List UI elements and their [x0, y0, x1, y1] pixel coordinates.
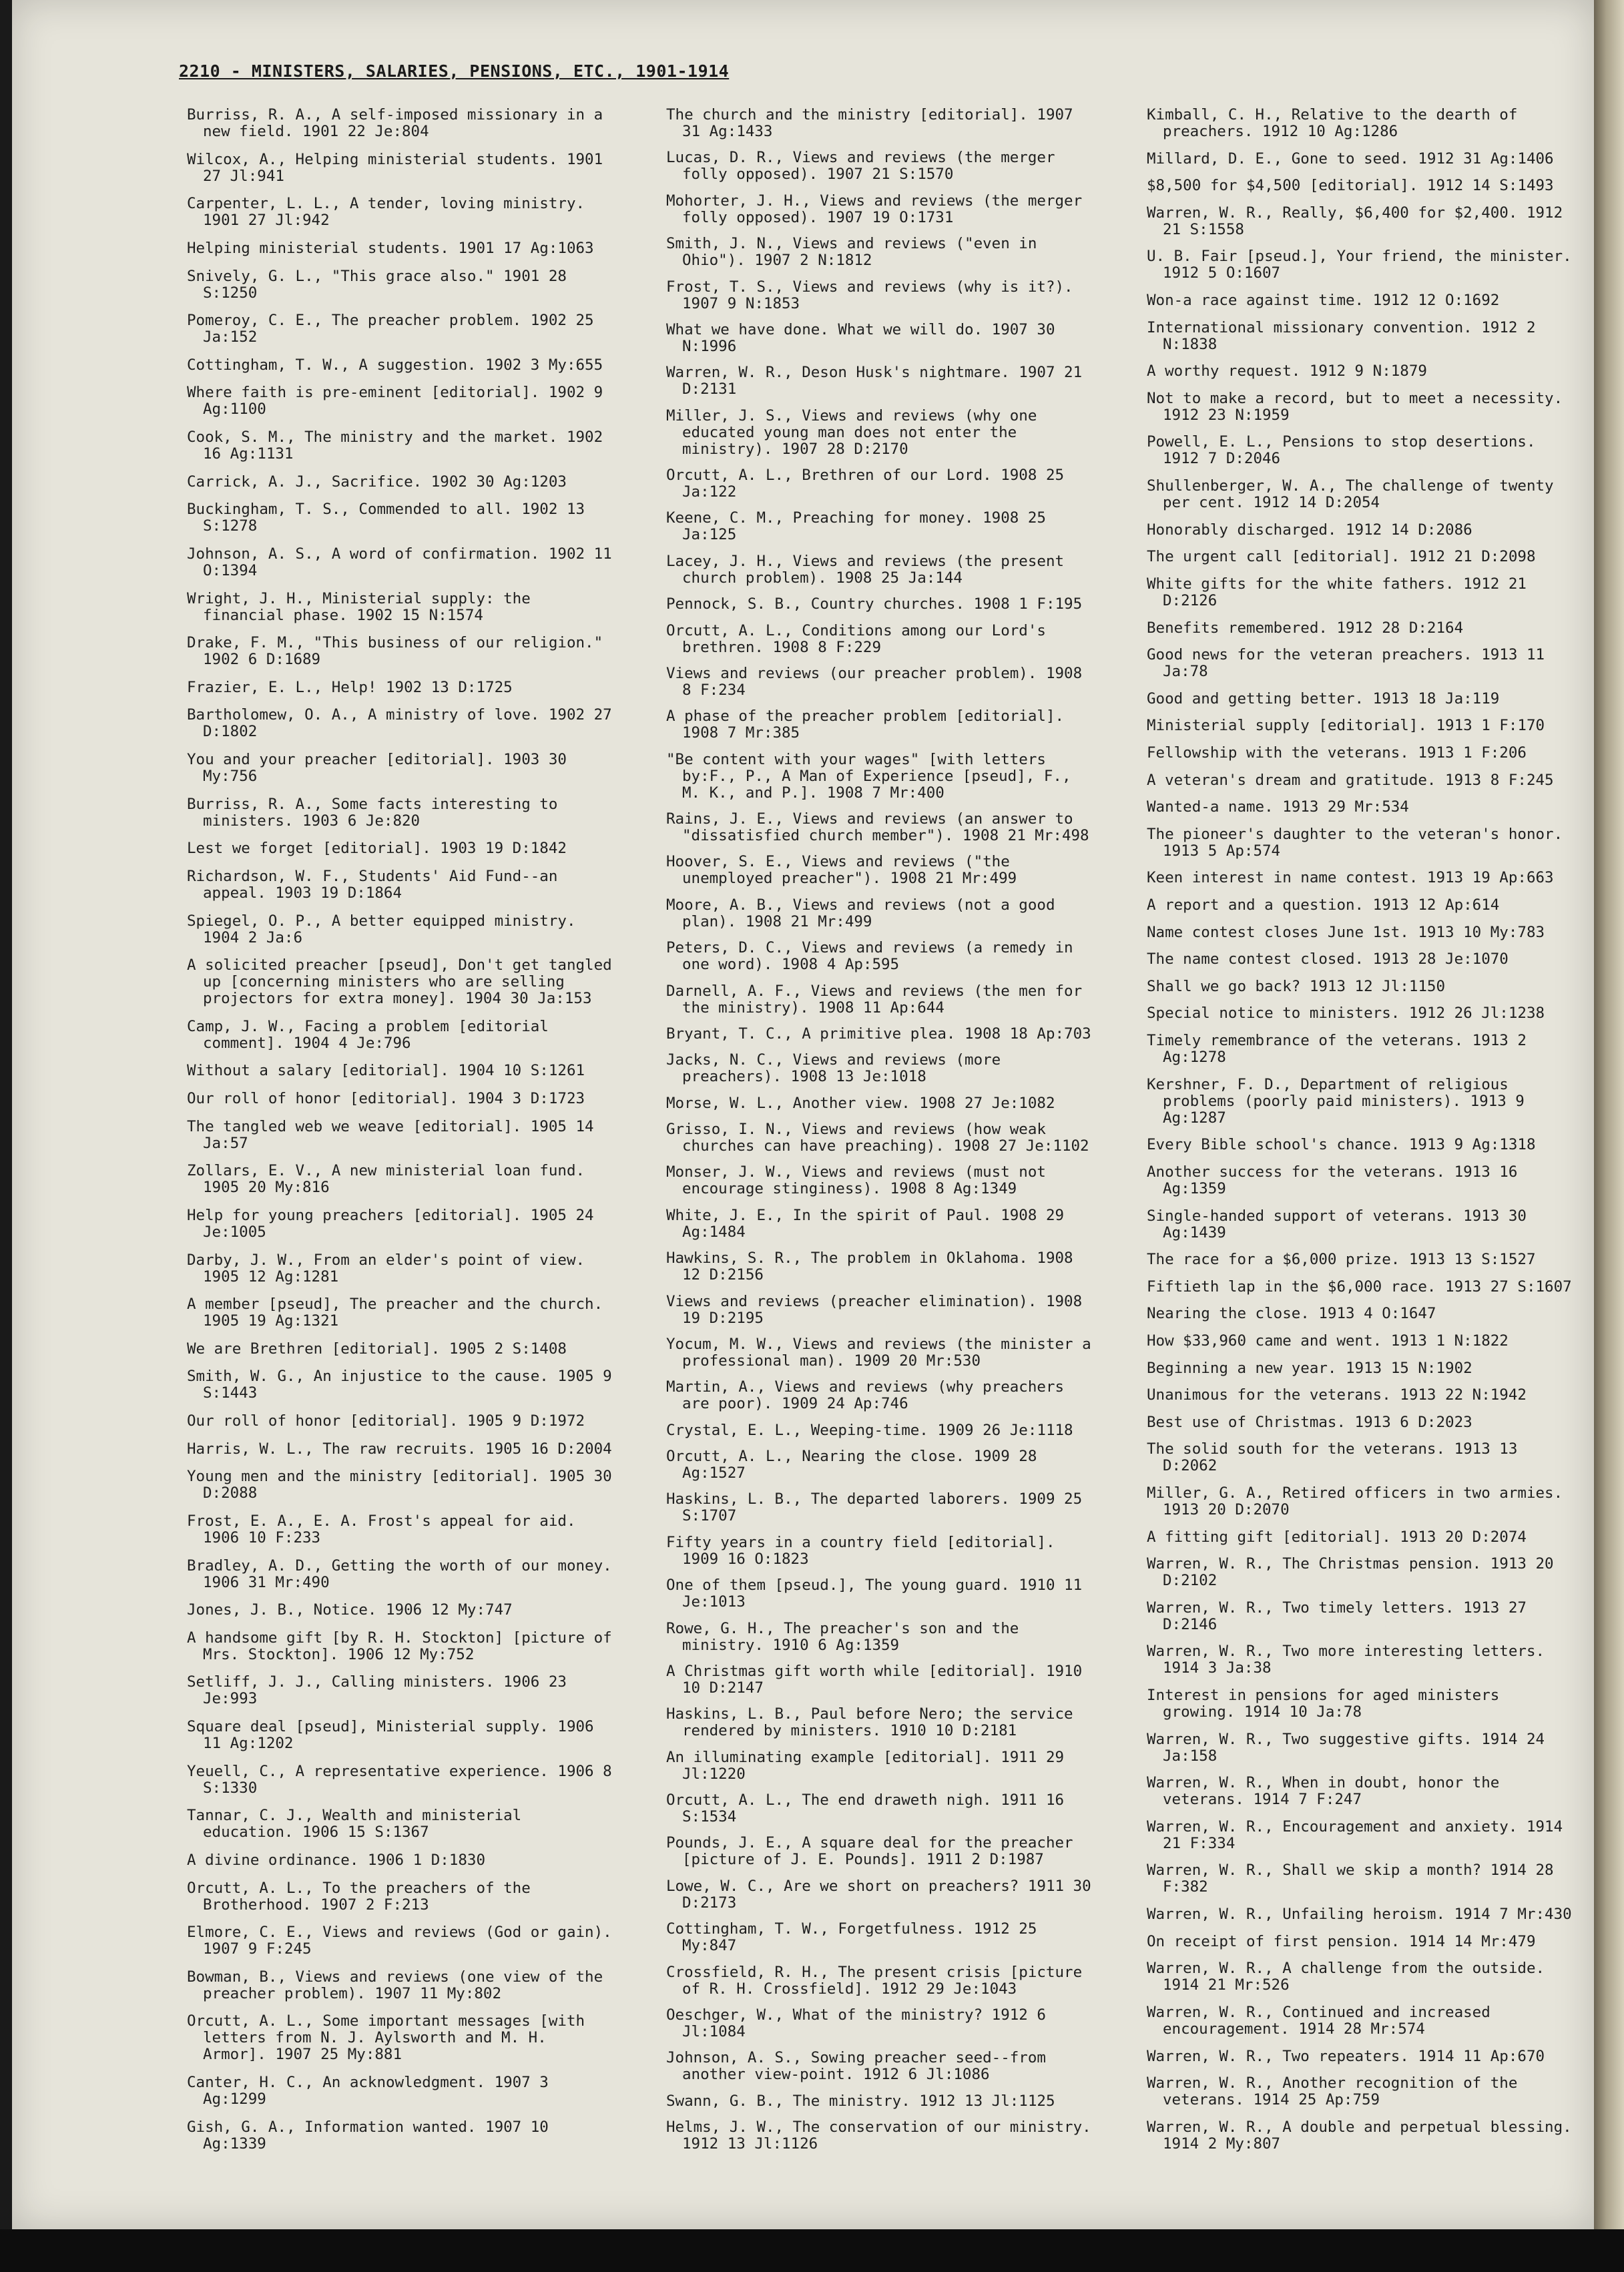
index-entry: An illuminating example [editorial]. 1911 29 Jl:1220: [666, 1748, 1065, 1783]
index-entry: Wright, J. H., Ministerial supply: the financial phase. 1902 15 N:1574: [187, 589, 531, 624]
index-entry: Timely remembrance of the veterans. 1913 2 Ag:1278: [1147, 1032, 1527, 1067]
index-entry: A report and a question. 1913 12 Ap:614: [1147, 896, 1500, 914]
index-entry: Warren, W. R., Unfailing heroism. 1914 7 Mr:430: [1147, 1906, 1572, 1924]
index-entry: Frost, T. S., Views and reviews (why is it?). 1907 9 N:1853: [666, 278, 1073, 312]
index-entry: Warren, W. R., A double and perpetual blessing. 1914 2 My:807: [1147, 2118, 1572, 2153]
index-entry: Orcutt, A. L., The end draweth nigh. 1911 16 S:1534: [666, 1791, 1065, 1825]
index-entry: International missionary convention. 1912 2 N:1838: [1147, 318, 1536, 353]
index-entry: Help for young preachers [editorial]. 1905 24 Je:1005: [187, 1206, 594, 1241]
index-entry: Powell, E. L., Pensions to stop desertions. 1912 7 D:2046: [1147, 433, 1536, 468]
index-entry: Warren, W. R., Two more interesting letters. 1914 3 Ja:38: [1147, 1643, 1545, 1677]
index-entry: "Be content with your wages" [with letters by:F., P., A Man of Experience [pseud], F., M. K., and P.]. 1908 7 Mr:400: [666, 750, 1071, 802]
index-entry: We are Brethren [editorial]. 1905 2 S:1408: [187, 1340, 567, 1358]
index-entry: The church and the ministry [editorial]. 1907 31 Ag:1433: [666, 106, 1073, 140]
index-entry: Our roll of honor [editorial]. 1904 3 D:1723: [187, 1090, 585, 1107]
index-entry: Miller, G. A., Retired officers in two armies. 1913 20 D:2070: [1147, 1484, 1563, 1518]
index-entry: Orcutt, A. L., Conditions among our Lord's brethren. 1908 8 F:229: [666, 621, 1046, 656]
index-entry: Cottingham, T. W., Forgetfulness. 1912 25 My:847: [666, 1920, 1037, 1955]
index-entry: Keen interest in name contest. 1913 19 Ap:663: [1147, 869, 1554, 887]
index-entry: Warren, W. R., The Christmas pension. 1913 20 D:2102: [1147, 1555, 1554, 1590]
index-entry: $8,500 for $4,500 [editorial]. 1912 14 S:1493: [1147, 177, 1554, 195]
index-entry: Lacey, J. H., Views and reviews (the present church problem). 1908 25 Ja:144: [666, 552, 1065, 587]
index-entry: Kershner, F. D., Department of religious problems (poorly paid ministers). 1913 9 Ag:1287: [1147, 1075, 1525, 1127]
index-entry: What we have done. What we will do. 1907 30 N:1996: [666, 320, 1055, 355]
index-entry: A handsome gift [by R. H. Stockton] [picture of Mrs. Stockton]. 1906 12 My:752: [187, 1629, 612, 1663]
index-entry: Young men and the ministry [editorial]. 1905 30 D:2088: [187, 1468, 612, 1502]
index-entry: Swann, G. B., The ministry. 1912 13 Jl:1125: [666, 2092, 1055, 2110]
index-entry: The urgent call [editorial]. 1912 21 D:2098: [1147, 548, 1536, 566]
index-entry: Elmore, C. E., Views and reviews (God or gain). 1907 9 F:245: [187, 1924, 612, 1958]
index-entry: Best use of Christmas. 1913 6 D:2023: [1147, 1413, 1472, 1431]
index-entry: Lest we forget [editorial]. 1903 19 D:1842: [187, 840, 567, 858]
index-entry: Drake, F. M., "This business of our religion." 1902 6 D:1689: [187, 634, 603, 669]
index-entry: Unanimous for the veterans. 1913 22 N:1942: [1147, 1386, 1527, 1404]
index-entry: Warren, W. R., A challenge from the outside. 1914 21 Mr:526: [1147, 1960, 1545, 1994]
index-entry: Warren, W. R., Deson Husk's nightmare. 1907 21 D:2131: [666, 364, 1083, 398]
index-entry: Harris, W. L., The raw recruits. 1905 16 D:2004: [187, 1440, 612, 1458]
index-entry: Peters, D. C., Views and reviews (a remedy in one word). 1908 4 Ap:595: [666, 939, 1073, 974]
index-entry: Name contest closes June 1st. 1913 10 My:783: [1147, 923, 1545, 941]
index-entry: Honorably discharged. 1912 14 D:2086: [1147, 521, 1472, 539]
index-entry: Bartholomew, O. A., A ministry of love. 1902 27 D:1802: [187, 706, 612, 741]
index-entry: A divine ordinance. 1906 1 D:1830: [187, 1851, 486, 1869]
column-3: [1147, 107, 1574, 2153]
index-entry: Smith, J. N., Views and reviews ("even in Ohio"). 1907 2 N:1812: [666, 235, 1037, 270]
index-entry: Helping ministerial students. 1901 17 Ag:1063: [187, 239, 594, 257]
index-entry: Keene, C. M., Preaching for money. 1908 25 Ja:125: [666, 509, 1046, 544]
index-entry: Buckingham, T. S., Commended to all. 1902 13 S:1278: [187, 501, 585, 535]
page-edge: [1594, 0, 1624, 2272]
index-entry: Darnell, A. F., Views and reviews (the men for the ministry). 1908 11 Ap:644: [666, 982, 1083, 1017]
book-page: [12, 0, 1594, 2229]
index-entry: Richardson, W. F., Students' Aid Fund--an appeal. 1903 19 D:1864: [187, 867, 558, 902]
index-entry: Frazier, E. L., Help! 1902 13 D:1725: [187, 678, 513, 696]
index-entry: Pounds, J. E., A square deal for the preacher [picture of J. E. Pounds]. 1911 2 D:1987: [666, 1834, 1073, 1869]
index-entry: Shall we go back? 1913 12 Jl:1150: [1147, 977, 1446, 995]
index-entry: Carrick, A. J., Sacrifice. 1902 30 Ag:1203: [187, 473, 567, 491]
index-entry: Views and reviews (our preacher problem). 1908 8 F:234: [666, 664, 1083, 699]
index-entry: Warren, W. R., Two suggestive gifts. 1914 24 Ja:158: [1147, 1730, 1545, 1765]
index-entry: A member [pseud], The preacher and the church. 1905 19 Ag:1321: [187, 1296, 603, 1330]
index-entry: Ministerial supply [editorial]. 1913 1 F:170: [1147, 717, 1545, 735]
index-entry: Monser, J. W., Views and reviews (must not encourage stinginess). 1908 8 Ag:1349: [666, 1163, 1046, 1198]
index-entry: Pennock, S. B., Country churches. 1908 1 F:195: [666, 595, 1083, 613]
index-entry: Jones, J. B., Notice. 1906 12 My:747: [187, 1601, 513, 1619]
index-entry: Warren, W. R., Another recognition of the veterans. 1914 25 Ap:759: [1147, 2074, 1518, 2109]
index-entry: Wanted-a name. 1913 29 Mr:534: [1147, 798, 1409, 816]
index-entry: Canter, H. C., An acknowledgment. 1907 3 Ag:1299: [187, 2074, 549, 2108]
index-entry: Interest in pensions for aged ministers growing. 1914 10 Ja:78: [1147, 1687, 1500, 1721]
index-entry: Warren, W. R., Encouragement and anxiety. 1914 21 F:334: [1147, 1817, 1563, 1852]
index-entry: Camp, J. W., Facing a problem [editorial comment]. 1904 4 Je:796: [187, 1017, 549, 1052]
index-entry: The name contest closed. 1913 28 Je:1070: [1147, 950, 1509, 968]
index-entry: Bryant, T. C., A primitive plea. 1908 18 Ap:703: [666, 1025, 1091, 1043]
index-entry: Morse, W. L., Another view. 1908 27 Je:1082: [666, 1094, 1055, 1112]
index-entry: Rowe, G. H., The preacher's son and the ministry. 1910 6 Ag:1359: [666, 1619, 1019, 1654]
index-entry: Oeschger, W., What of the ministry? 1912 6 Jl:1084: [666, 2006, 1046, 2040]
index-entry: You and your preacher [editorial]. 1903 30 My:756: [187, 751, 567, 785]
index-entry: Good and getting better. 1913 18 Ja:119: [1147, 689, 1500, 707]
index-entry: Haskins, L. B., The departed laborers. 1909 25 S:1707: [666, 1490, 1083, 1525]
index-entry: Snively, G. L., "This grace also." 1901 28 S:1250: [187, 267, 567, 302]
index-entry: Johnson, A. S., Sowing preacher seed--from another view-point. 1912 6 Jl:1086: [666, 2049, 1046, 2084]
index-entry: Martin, A., Views and reviews (why preachers are poor). 1909 24 Ap:746: [666, 1378, 1065, 1413]
index-entry: Another success for the veterans. 1913 16 Ag:1359: [1147, 1163, 1518, 1197]
column-1: [187, 107, 614, 2153]
index-entry: Yocum, M. W., Views and reviews (the minister a professional man). 1909 20 Mr:530: [666, 1335, 1091, 1370]
column-2: [666, 107, 1093, 2153]
index-entry: Where faith is pre-eminent [editorial]. 1902 9 Ag:1100: [187, 384, 603, 418]
index-entry: Mohorter, J. H., Views and reviews (the merger folly opposed). 1907 19 O:1731: [666, 192, 1083, 226]
index-entry: Orcutt, A. L., Nearing the close. 1909 28 Ag:1527: [666, 1448, 1037, 1482]
index-entry: Warren, W. R., Shall we skip a month? 1914 28 F:382: [1147, 1862, 1554, 1896]
index-entry: Orcutt, A. L., To the preachers of the Brotherhood. 1907 2 F:213: [187, 1879, 531, 1914]
index-entry: Setliff, J. J., Calling ministers. 1906 23 Je:993: [187, 1673, 567, 1708]
index-entry: The race for a $6,000 prize. 1913 13 S:1527: [1147, 1251, 1536, 1269]
index-entry: Warren, W. R., Really, $6,400 for $2,400. 1912 21 S:1558: [1147, 204, 1563, 238]
index-entry: Cottingham, T. W., A suggestion. 1902 3 My:655: [187, 356, 603, 374]
index-entry: Single-handed support of veterans. 1913 30 Ag:1439: [1147, 1207, 1527, 1241]
index-entry: Beginning a new year. 1913 15 N:1902: [1147, 1359, 1472, 1377]
index-entry: Carpenter, L. L., A tender, loving ministry. 1901 27 Jl:942: [187, 195, 585, 230]
index-entry: A Christmas gift worth while [editorial]. 1910 10 D:2147: [666, 1662, 1083, 1697]
index-entry: Burriss, R. A., Some facts interesting to ministers. 1903 6 Je:820: [187, 795, 558, 830]
index-entry: Without a salary [editorial]. 1904 10 S:1261: [187, 1062, 585, 1080]
index-entry: Kimball, C. H., Relative to the dearth of preachers. 1912 10 Ag:1286: [1147, 106, 1518, 140]
index-entry: U. B. Fair [pseud.], Your friend, the minister. 1912 5 O:1607: [1147, 248, 1572, 282]
index-entry: A fitting gift [editorial]. 1913 20 D:2074: [1147, 1528, 1527, 1546]
index-entry: One of them [pseud.], The young guard. 1910 11 Je:1013: [666, 1577, 1083, 1611]
index-entry: Every Bible school's chance. 1913 9 Ag:1318: [1147, 1136, 1536, 1154]
index-entry: The tangled web we weave [editorial]. 1905 14 Ja:57: [187, 1117, 594, 1152]
index-entry: White gifts for the white fathers. 1912 21 D:2126: [1147, 575, 1527, 609]
index-entry: Orcutt, A. L., Some important messages [with letters from N. J. Aylsworth and M. H. Armor]. 1907 25 My:881: [187, 2012, 585, 2064]
index-entry: Fifty years in a country field [editorial]. 1909 16 O:1823: [666, 1533, 1055, 1568]
index-entry: Spiegel, O. P., A better equipped ministry. 1904 2 Ja:6: [187, 912, 576, 946]
index-entry: Smith, W. G., An injustice to the cause. 1905 9 S:1443: [187, 1368, 612, 1402]
index-entry: Darby, J. W., From an elder's point of view. 1905 12 Ag:1281: [187, 1251, 585, 1286]
index-entry: Moore, A. B., Views and reviews (not a good plan). 1908 21 Mr:499: [666, 896, 1055, 930]
index-entry: Gish, G. A., Information wanted. 1907 10 Ag:1339: [187, 2118, 549, 2153]
index-entry: Lowe, W. C., Are we short on preachers? 1911 30 D:2173: [666, 1877, 1091, 1912]
index-entry: Crossfield, R. H., The present crisis [picture of R. H. Crossfield]. 1912 29 Je:1043: [666, 1963, 1083, 1998]
index-entry: Our roll of honor [editorial]. 1905 9 D:1972: [187, 1412, 585, 1430]
index-entry: Miller, J. S., Views and reviews (why one educated young man does not enter the ministry). 1907 28 D:2170: [666, 406, 1037, 458]
index-entry: Special notice to ministers. 1912 26 Jl:1238: [1147, 1005, 1545, 1023]
page-header: 2210 - MINISTERS, SALARIES, PENSIONS, ETC., 1901-1914: [179, 61, 730, 81]
index-entry: Warren, W. R., Two repeaters. 1914 11 Ap:670: [1147, 2047, 1545, 2065]
index-entry: Wilcox, A., Helping ministerial students. 1901 27 Jl:941: [187, 150, 603, 185]
index-entry: Haskins, L. B., Paul before Nero; the service rendered by ministers. 1910 10 D:2181: [666, 1705, 1073, 1740]
index-entry: Jacks, N. C., Views and reviews (more preachers). 1908 13 Je:1018: [666, 1051, 1001, 1086]
index-entry: Yeuell, C., A representative experience. 1906 8 S:1330: [187, 1762, 612, 1797]
index-entry: Shullenberger, W. A., The challenge of twenty per cent. 1912 14 D:2054: [1147, 477, 1554, 512]
index-entry: Warren, W. R., Two timely letters. 1913 27 D:2146: [1147, 1599, 1527, 1633]
index-entry: Orcutt, A. L., Brethren of our Lord. 1908 25 Ja:122: [666, 467, 1065, 501]
index-entry: Square deal [pseud], Ministerial supply. 1906 11 Ag:1202: [187, 1718, 594, 1752]
index-entry: Tannar, C. J., Wealth and ministerial education. 1906 15 S:1367: [187, 1807, 522, 1841]
index-entry: Fiftieth lap in the $6,000 race. 1913 27 S:1607: [1147, 1277, 1572, 1296]
index-entry: On receipt of first pension. 1914 14 Mr:479: [1147, 1932, 1536, 1950]
index-entry: Won-a race against time. 1912 12 O:1692: [1147, 292, 1500, 310]
index-entry: A veteran's dream and gratitude. 1913 8 F:245: [1147, 771, 1554, 789]
index-entry: Lucas, D. R., Views and reviews (the merger folly opposed). 1907 21 S:1570: [666, 149, 1055, 184]
index-entry: Grisso, I. N., Views and reviews (how weak churches can have preaching). 1908 27 Je:1102: [666, 1121, 1089, 1155]
index-entry: Warren, W. R., Continued and increased encouragement. 1914 28 Mr:574: [1147, 2003, 1491, 2038]
index-entry: Bradley, A. D., Getting the worth of our money. 1906 31 Mr:490: [187, 1556, 612, 1591]
index-entry: Bowman, B., Views and reviews (one view of the preacher problem). 1907 11 My:802: [187, 1968, 603, 2002]
index-entry: Warren, W. R., When in doubt, honor the veterans. 1914 7 F:247: [1147, 1774, 1500, 1809]
index-entry: A solicited preacher [pseud], Don't get tangled up [concerning ministers who are selling projectors for extra money]. 1904 30 Ja:153: [187, 956, 612, 1008]
index-entry: A worthy request. 1912 9 N:1879: [1147, 362, 1427, 380]
index-entry: Pomeroy, C. E., The preacher problem. 1902 25 Ja:152: [187, 312, 594, 346]
index-entry: Crystal, E. L., Weeping-time. 1909 26 Je:1118: [666, 1421, 1073, 1439]
index-entry: Fellowship with the veterans. 1913 1 F:206: [1147, 744, 1527, 762]
index-entry: Frost, E. A., E. A. Frost's appeal for aid. 1906 10 F:233: [187, 1512, 576, 1546]
index-entry: Helms, J. W., The conservation of our ministry. 1912 13 Jl:1126: [666, 2118, 1091, 2153]
index-entry: Views and reviews (preacher elimination). 1908 19 D:2195: [666, 1292, 1083, 1327]
index-entry: Hoover, S. E., Views and reviews ("the unemployed preacher"). 1908 21 Mr:499: [666, 853, 1017, 888]
index-entry: Zollars, E. V., A new ministerial loan fund. 1905 20 My:816: [187, 1162, 585, 1197]
index-entry: Good news for the veteran preachers. 1913 11 Ja:78: [1147, 646, 1545, 681]
scan-border: [0, 2229, 1624, 2272]
index-entry: Millard, D. E., Gone to seed. 1912 31 Ag:1406: [1147, 150, 1554, 168]
index-entry: The solid south for the veterans. 1913 13 D:2062: [1147, 1440, 1518, 1475]
index-entry: Not to make a record, but to meet a necessity. 1912 23 N:1959: [1147, 389, 1563, 424]
index-entry: Nearing the close. 1913 4 O:1647: [1147, 1305, 1436, 1323]
index-entry: Hawkins, S. R., The problem in Oklahoma. 1908 12 D:2156: [666, 1249, 1073, 1284]
index-entry: Rains, J. E., Views and reviews (an answer to "dissatisfied church member"). 1908 21 Mr:498: [666, 810, 1089, 844]
index-entry: Cook, S. M., The ministry and the market. 1902 16 Ag:1131: [187, 429, 603, 463]
index-entry: How $33,960 came and went. 1913 1 N:1822: [1147, 1332, 1509, 1350]
index-entry: Burriss, R. A., A self-imposed missionary in a new field. 1901 22 Je:804: [187, 106, 603, 140]
index-entry: The pioneer's daughter to the veteran's honor. 1913 5 Ap:574: [1147, 825, 1563, 860]
index-entry: Benefits remembered. 1912 28 D:2164: [1147, 619, 1464, 637]
index-entry: Johnson, A. S., A word of confirmation. 1902 11 O:1394: [187, 545, 612, 579]
index-entry: White, J. E., In the spirit of Paul. 1908 29 Ag:1484: [666, 1206, 1065, 1241]
index-entry: A phase of the preacher problem [editorial]. 1908 7 Mr:385: [666, 707, 1065, 742]
